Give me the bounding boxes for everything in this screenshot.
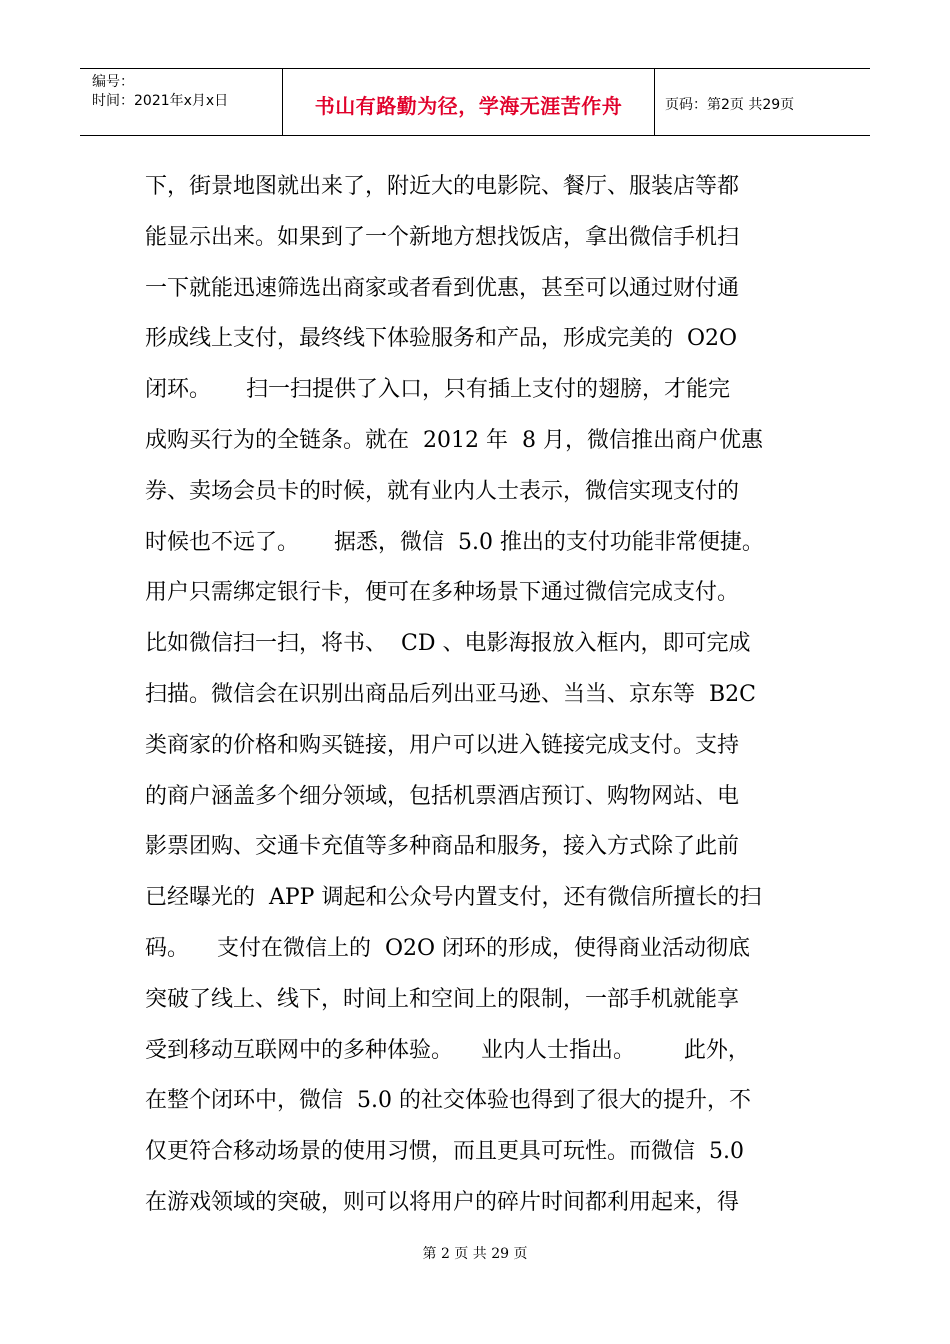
text-line: 突破了线上、线下，时间上和空间上的限制，一部手机就能享 [145, 986, 740, 1012]
text-line: 闭环。 扫一扫提供了入口，只有插上支付的翅膀，才能完 [145, 377, 730, 403]
text-line: 码。 支付在微信上的 O2O 闭环的形成，使得商业活动彻底 [145, 935, 751, 961]
text-line: 类商家的价格和购买链接，用户可以进入链接完成支付。支持 [145, 732, 740, 758]
text-line: 的商户涵盖多个细分领域，包括机票酒店预订、购物网站、电 [145, 783, 740, 809]
text-line: 一下就能迅速筛选出商家或者看到优惠，甚至可以通过财付通 [145, 275, 740, 301]
text-line: 用户只需绑定银行卡，便可在多种场景下通过微信完成支付。 [145, 580, 740, 606]
text-line: 下，街景地图就出来了，附近大的电影院、餐厅、服装店等都 [145, 174, 740, 199]
text-line: 受到移动互联网中的多种体验。 业内人士指出。 此外， [145, 1037, 750, 1063]
footer-page-number: 第 2 页 共 29 页 [422, 1246, 528, 1262]
text-line: 比如微信扫一扫，将书、 CD 、电影海报放入框内，即可完成 [145, 631, 751, 657]
text-line: 扫描。微信会在识别出商品后列出亚马逊、当当、京东等 B2C [145, 681, 756, 707]
body-text [145, 162, 810, 1229]
text-line: 在整个闭环中，微信 5.0 的社交体验也得到了很大的提升，不 [145, 1088, 751, 1114]
header-page-cell [655, 69, 870, 135]
text-line: 能显示出来。如果到了一个新地方想找饭店，拿出微信手机扫 [145, 224, 740, 250]
serial-number-label: 编号： [92, 74, 134, 90]
text-line: 券、卖场会员卡的时候，就有业内人士表示，微信实现支付的 [145, 478, 740, 504]
text-line: 在游戏领域的突破，则可以将用户的碎片时间都利用起来，得 [145, 1189, 740, 1215]
motto-text: 书山有路勤为径，学海无涯苦作舟 [314, 93, 623, 118]
page-info: 页码：第2页 共29页 [665, 97, 795, 113]
header-motto-cell [283, 69, 655, 135]
text-line: 时候也不远了。 据悉，微信 5.0 推出的支付功能非常便捷。 [145, 529, 764, 555]
header-meta-cell [80, 69, 283, 135]
text-line: 成购买行为的全链条。就在 2012 年 8 月，微信推出商户优惠 [145, 427, 763, 453]
text-line: 影票团购、交通卡充值等多种商品和服务，接入方式除了此前 [145, 834, 740, 860]
text-line: 已经曝光的 APP 调起和公众号内置支付，还有微信所擅长的扫 [145, 885, 762, 911]
page-header [80, 68, 870, 136]
text-line: 仅更符合移动场景的使用习惯，而且更具可玩性。而微信 5.0 [145, 1139, 744, 1165]
text-line: 形成线上支付，最终线下体验服务和产品，形成完美的 O2O [145, 326, 738, 352]
page-footer [0, 1243, 950, 1263]
date-label: 时间：2021年x月x日 [92, 93, 229, 109]
